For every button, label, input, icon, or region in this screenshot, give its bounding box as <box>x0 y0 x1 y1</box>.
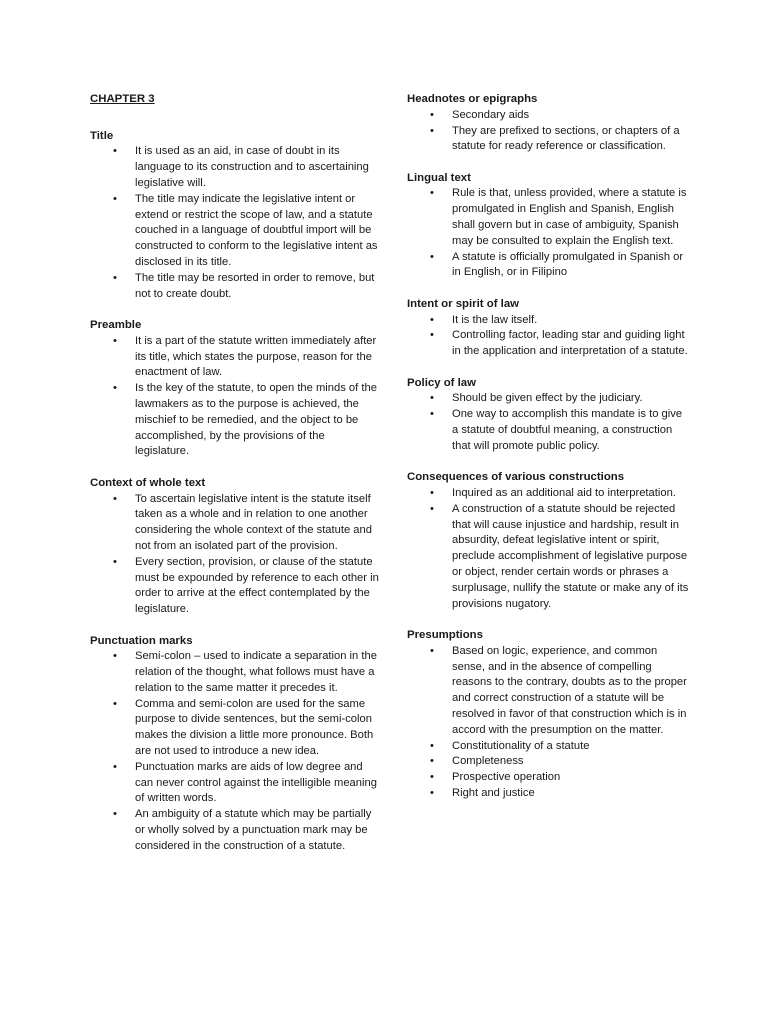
bullet-icon: • <box>113 760 117 773</box>
bullet-list <box>90 649 380 854</box>
list-item <box>407 770 689 786</box>
list-item-text: The title may indicate the legislative intent or extend or restrict the scope of law, and a statute couched in a language of doubtful import will be constructed to conform to the legislative intent as disclosed in its title. <box>135 192 378 268</box>
list-item-text: The title may be resorted in order to remove, but not to create doubt. <box>135 271 375 300</box>
bullet-icon: • <box>430 786 434 799</box>
section-heading: Consequences of various constructions <box>407 471 625 484</box>
bullet-icon: • <box>430 187 434 200</box>
list-item-text: Semi-colon – used to indicate a separation in the relation of the thought, what follows must have a relation to the same matter it precedes it. <box>135 650 377 694</box>
bullet-icon: • <box>430 313 434 326</box>
list-item-text: An ambiguity of a statute which may be partially or wholly solved by a punctuation mark may be considered in the construction of a statute. <box>135 808 372 852</box>
list-item-text: Should be given effect by the judiciary. <box>452 392 643 405</box>
list-item <box>407 502 689 613</box>
bullet-icon: • <box>430 392 434 405</box>
list-item-text: Punctuation marks are aids of low degree and can never control against the intelligible meaning of written words. <box>135 760 377 805</box>
bullet-icon: • <box>430 124 434 137</box>
right-column <box>407 92 689 817</box>
left-column <box>90 92 380 870</box>
bullet-icon: • <box>113 697 117 710</box>
bullet-list <box>407 486 689 612</box>
list-item <box>407 108 689 124</box>
bullet-list <box>90 144 380 302</box>
section-heading: Intent or spirit of law <box>407 297 520 310</box>
list-item-text: Rule is that, unless provided, where a statute is promulgated in English and Spanish, English shall govern but in case of ambiguity, Spanish may be consulted to explain the English text. <box>452 187 687 247</box>
list-item <box>407 486 689 502</box>
bullet-icon: • <box>430 250 434 263</box>
section <box>407 470 689 612</box>
section-heading: Preamble <box>90 319 142 332</box>
list-item <box>407 407 689 454</box>
list-item <box>407 124 689 156</box>
list-item <box>407 328 689 360</box>
section <box>407 297 689 360</box>
list-item-text: Constitutionality of a statute <box>452 739 590 752</box>
list-item <box>407 250 689 282</box>
section-heading: Policy of law <box>407 376 476 389</box>
list-item-text: It is the law itself. <box>452 313 538 326</box>
list-item-text: Based on logic, experience, and common sense, and in the absence of compelling reasons to the contrary, doubts as to the proper and correct construction of a statute will be resolved in favor of that construction which is in accord with the presumption on the matter. <box>452 644 687 736</box>
list-item <box>90 697 380 760</box>
bullet-list <box>407 313 689 360</box>
bullet-icon: • <box>430 644 434 657</box>
bullet-icon: • <box>113 808 117 821</box>
section <box>90 318 380 460</box>
section-heading: Headnotes or epigraphs <box>407 93 538 105</box>
bullet-icon: • <box>113 492 117 505</box>
bullet-icon: • <box>430 108 434 121</box>
bullet-icon: • <box>113 555 117 568</box>
bullet-icon: • <box>430 755 434 768</box>
list-item <box>90 649 380 696</box>
chapter-title: CHAPTER 3 <box>90 93 155 105</box>
section-heading: Presumptions <box>407 629 483 642</box>
list-item-text: A construction of a statute should be rejected that will cause injustice and hardship, result in absurdity, defeat legislative intent or spirit, preclude accomplishment of legislative purpose or object, render certain words or phrases a surplusage, nullify the statute or make any of its provisions nugatory. <box>452 502 689 610</box>
list-item-text: Completeness <box>452 755 524 768</box>
list-item <box>407 644 689 739</box>
list-item-text: Secondary aids <box>452 108 530 121</box>
list-item-text: To ascertain legislative intent is the statute itself taken as a whole and in relation to one another considering the whole context of the statute and not from an isolated part of the provision. <box>135 492 372 552</box>
list-item-text: Every section, provision, or clause of the statute must be expounded by reference to each other in order to arrive at the effect contemplated by the legislature. <box>135 555 379 616</box>
list-item <box>407 786 689 802</box>
bullet-icon: • <box>430 771 434 784</box>
section <box>407 92 689 155</box>
list-item <box>90 144 380 191</box>
list-item <box>90 760 380 807</box>
list-item <box>407 754 689 770</box>
list-item <box>407 739 689 755</box>
list-item <box>407 186 689 249</box>
list-item-text: One way to accomplish this mandate is to give a statute of doubtful meaning, a construction that will promote public policy. <box>452 408 683 452</box>
list-item-text: Prospective operation <box>452 771 561 784</box>
list-item <box>90 381 380 460</box>
section-heading: Context of whole text <box>90 476 206 489</box>
list-item <box>90 807 380 854</box>
list-item-text: Is the key of the statute, to open the minds of the lawmakers as to the purpose is achieved, the mischief to be remedied, and the object to be accomplished, by the provisions of the legislature. <box>135 382 377 458</box>
section <box>90 634 380 855</box>
section-heading: Lingual text <box>407 171 471 184</box>
list-item-text: Right and justice <box>452 786 535 799</box>
list-item <box>407 391 689 407</box>
list-item <box>90 192 380 271</box>
bullet-icon: • <box>113 271 117 284</box>
bullet-icon: • <box>430 408 434 421</box>
bullet-icon: • <box>430 487 434 500</box>
bullet-icon: • <box>113 334 117 347</box>
left-sections <box>90 129 380 855</box>
bullet-icon: • <box>113 192 117 205</box>
list-item-text: It is used as an aid, in case of doubt in its language to its construction and to ascertaining legislative will. <box>135 145 369 189</box>
list-item <box>407 313 689 329</box>
bullet-icon: • <box>430 329 434 342</box>
list-item <box>90 492 380 555</box>
section-heading: Punctuation marks <box>90 634 193 647</box>
bullet-icon: • <box>113 145 117 158</box>
list-item-text: They are prefixed to sections, or chapters of a statute for ready reference or classification. <box>452 124 680 153</box>
section <box>407 376 689 455</box>
section <box>407 171 689 281</box>
bullet-icon: • <box>113 650 117 663</box>
bullet-list <box>407 391 689 454</box>
bullet-icon: • <box>430 739 434 752</box>
list-item-text: Controlling factor, leading star and guiding light in the application and interpretation of a statute. <box>452 329 688 358</box>
bullet-list <box>407 644 689 802</box>
list-item-text: Inquired as an additional aid to interpretation. <box>452 487 676 500</box>
list-item <box>90 334 380 381</box>
list-item <box>90 271 380 303</box>
right-sections <box>407 92 689 802</box>
bullet-list <box>90 492 380 618</box>
list-item-text: A statute is officially promulgated in Spanish or in English, or in Filipino <box>452 250 684 279</box>
list-item <box>90 555 380 618</box>
bullet-list <box>90 334 380 460</box>
bullet-icon: • <box>430 502 434 515</box>
bullet-list <box>407 186 689 281</box>
list-item-text: It is a part of the statute written immediately after its title, which states the purpose, reason for the enactment of law. <box>135 334 377 379</box>
section-heading: Title <box>90 129 114 142</box>
list-item-text: Comma and semi-colon are used for the same purpose to divide sentences, but the semi-colon makes the division a little more pronounce. Both are not used to introduce a new idea. <box>135 697 374 758</box>
section <box>90 476 380 618</box>
bullet-list <box>407 108 689 155</box>
section <box>407 628 689 802</box>
bullet-icon: • <box>113 382 117 395</box>
section <box>90 129 380 303</box>
